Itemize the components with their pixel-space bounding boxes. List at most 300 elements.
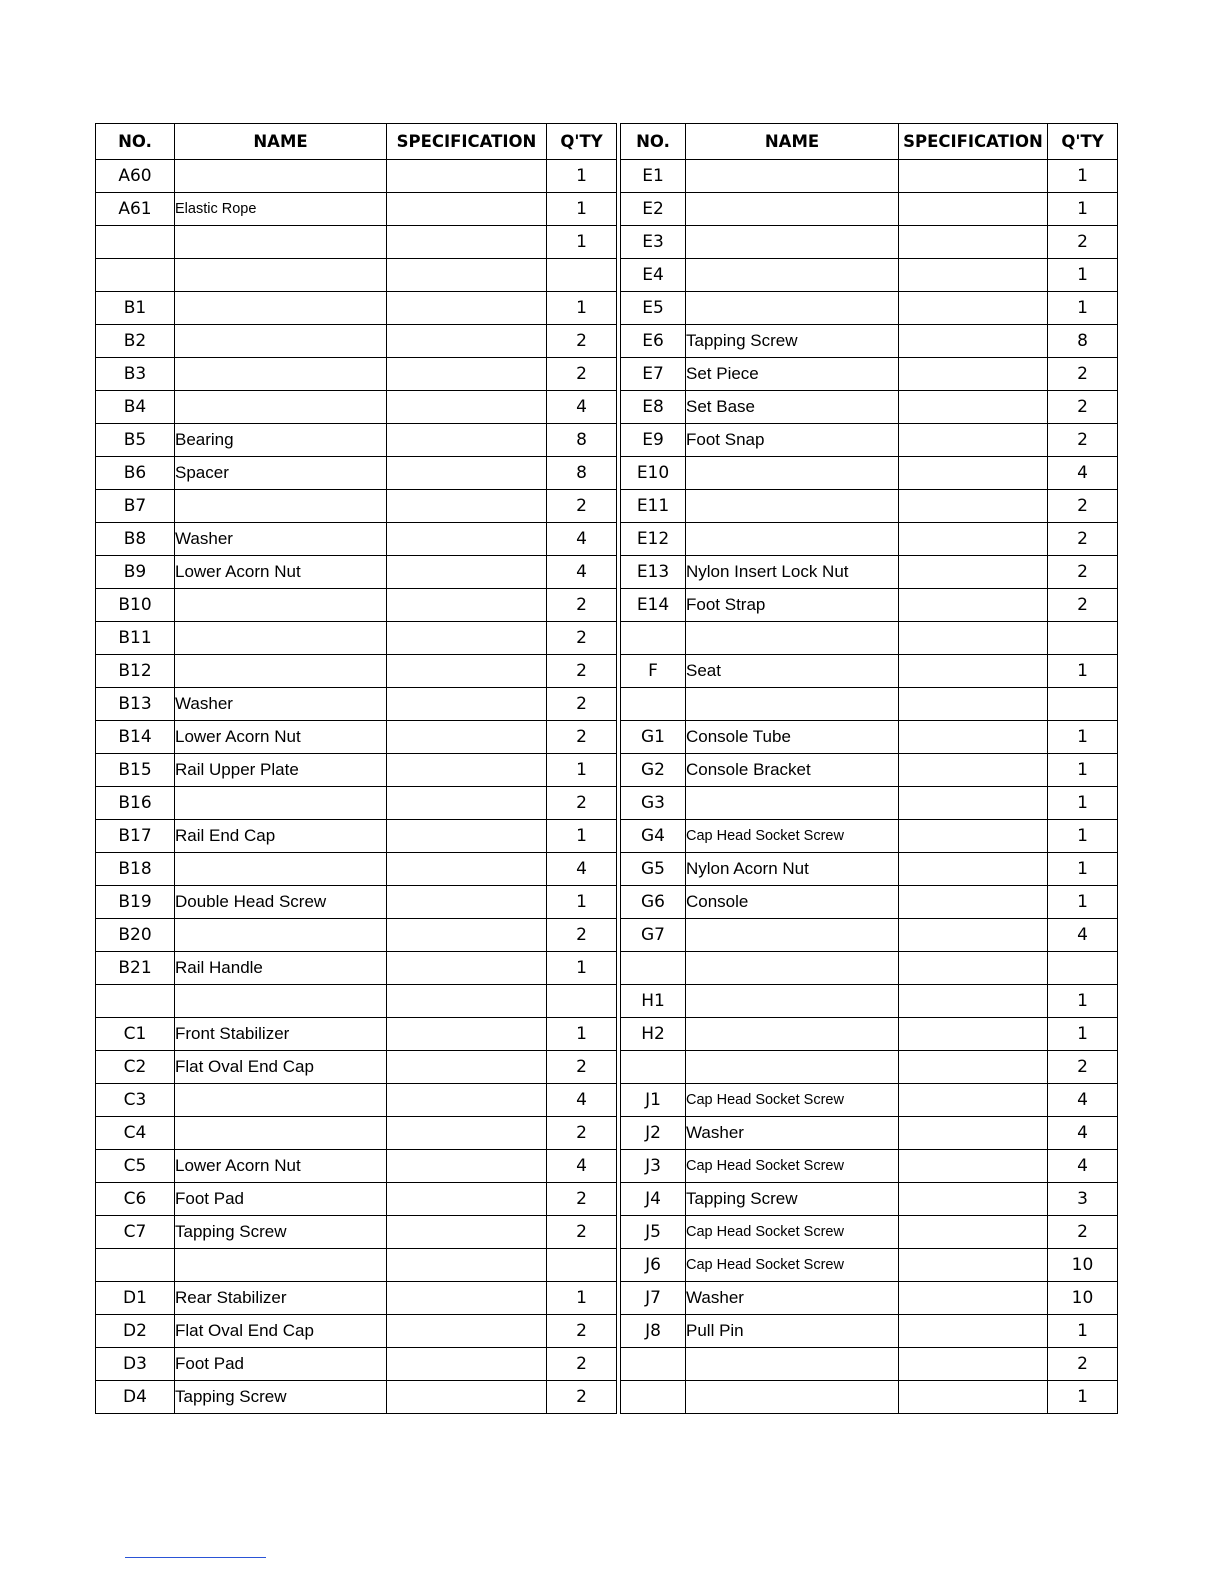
part-quantity: 4 xyxy=(547,523,617,556)
part-quantity: 2 xyxy=(1048,358,1118,391)
table-row xyxy=(96,622,617,655)
part-number: B12 xyxy=(96,655,175,688)
part-specification xyxy=(387,226,547,259)
part-name xyxy=(175,1249,387,1282)
table-row xyxy=(96,688,617,721)
part-specification xyxy=(387,193,547,226)
part-quantity xyxy=(547,259,617,292)
part-name xyxy=(175,160,387,193)
table-row xyxy=(621,193,1118,226)
part-specification xyxy=(899,325,1048,358)
table-row xyxy=(621,1183,1118,1216)
part-quantity: 1 xyxy=(547,754,617,787)
part-name: Seat xyxy=(686,655,899,688)
part-number: E13 xyxy=(621,556,686,589)
table-row xyxy=(96,1249,617,1282)
part-quantity: 1 xyxy=(547,886,617,919)
part-quantity: 10 xyxy=(1048,1282,1118,1315)
part-name xyxy=(175,589,387,622)
part-name: Cap Head Socket Screw xyxy=(686,1216,899,1249)
part-number: J4 xyxy=(621,1183,686,1216)
part-specification xyxy=(899,886,1048,919)
part-specification xyxy=(899,424,1048,457)
part-quantity xyxy=(1048,952,1118,985)
part-quantity: 2 xyxy=(1048,490,1118,523)
part-quantity: 4 xyxy=(547,853,617,886)
part-quantity: 3 xyxy=(1048,1183,1118,1216)
table-row xyxy=(96,424,617,457)
part-name xyxy=(175,259,387,292)
part-name: Foot Strap xyxy=(686,589,899,622)
part-number: B21 xyxy=(96,952,175,985)
part-specification xyxy=(387,721,547,754)
table-row xyxy=(96,1018,617,1051)
part-name: Double Head Screw xyxy=(175,886,387,919)
part-quantity: 1 xyxy=(547,292,617,325)
part-specification xyxy=(899,1282,1048,1315)
part-specification xyxy=(387,1216,547,1249)
part-number xyxy=(96,226,175,259)
part-name: Washer xyxy=(175,523,387,556)
header-row xyxy=(96,124,617,160)
table-row xyxy=(96,523,617,556)
part-name xyxy=(175,292,387,325)
part-quantity: 4 xyxy=(547,391,617,424)
part-name: Tapping Screw xyxy=(686,325,899,358)
part-number: E1 xyxy=(621,160,686,193)
footer-link-underline[interactable] xyxy=(125,1557,266,1558)
part-quantity: 1 xyxy=(547,820,617,853)
part-number: E2 xyxy=(621,193,686,226)
part-quantity xyxy=(1048,688,1118,721)
part-name: Elastic Rope xyxy=(175,193,387,226)
part-specification xyxy=(899,853,1048,886)
part-number: E4 xyxy=(621,259,686,292)
part-number: D4 xyxy=(96,1381,175,1414)
part-specification xyxy=(899,1216,1048,1249)
part-name xyxy=(175,490,387,523)
part-number: C3 xyxy=(96,1084,175,1117)
part-name: Tapping Screw xyxy=(686,1183,899,1216)
part-name: Washer xyxy=(686,1282,899,1315)
part-name: Console xyxy=(686,886,899,919)
part-specification xyxy=(899,160,1048,193)
table-row xyxy=(96,1348,617,1381)
part-name: Rear Stabilizer xyxy=(175,1282,387,1315)
part-name xyxy=(175,919,387,952)
part-number: G1 xyxy=(621,721,686,754)
part-quantity: 1 xyxy=(1048,1315,1118,1348)
part-name xyxy=(686,523,899,556)
part-specification xyxy=(387,886,547,919)
table-row xyxy=(621,1282,1118,1315)
part-number: C6 xyxy=(96,1183,175,1216)
part-name: Washer xyxy=(175,688,387,721)
part-number xyxy=(621,622,686,655)
part-specification xyxy=(899,556,1048,589)
part-name xyxy=(686,1381,899,1414)
table-row xyxy=(96,853,617,886)
table-row xyxy=(96,259,617,292)
table-row xyxy=(621,358,1118,391)
part-number: E12 xyxy=(621,523,686,556)
part-specification xyxy=(387,985,547,1018)
part-quantity: 1 xyxy=(547,952,617,985)
part-number: G7 xyxy=(621,919,686,952)
part-number: B20 xyxy=(96,919,175,952)
part-name xyxy=(686,952,899,985)
part-number: G2 xyxy=(621,754,686,787)
table-row xyxy=(621,259,1118,292)
part-number xyxy=(621,1348,686,1381)
part-number: C5 xyxy=(96,1150,175,1183)
part-name: Rail Handle xyxy=(175,952,387,985)
table-row xyxy=(621,457,1118,490)
table-row xyxy=(621,391,1118,424)
table-row xyxy=(621,160,1118,193)
part-number: B5 xyxy=(96,424,175,457)
part-specification xyxy=(387,1018,547,1051)
part-number: B7 xyxy=(96,490,175,523)
header-name: NAME xyxy=(175,124,387,160)
table-row xyxy=(96,1117,617,1150)
part-quantity: 4 xyxy=(1048,919,1118,952)
part-specification xyxy=(899,490,1048,523)
part-quantity: 8 xyxy=(547,457,617,490)
part-specification xyxy=(899,622,1048,655)
table-row xyxy=(621,919,1118,952)
part-name: Cap Head Socket Screw xyxy=(686,1150,899,1183)
part-number: E7 xyxy=(621,358,686,391)
part-specification xyxy=(899,1084,1048,1117)
part-number: E8 xyxy=(621,391,686,424)
part-quantity: 8 xyxy=(1048,325,1118,358)
part-quantity: 2 xyxy=(547,919,617,952)
part-quantity: 2 xyxy=(1048,391,1118,424)
part-specification xyxy=(387,1348,547,1381)
table-row xyxy=(621,556,1118,589)
header-qty: Q'TY xyxy=(1048,124,1118,160)
part-specification xyxy=(899,292,1048,325)
part-number: D1 xyxy=(96,1282,175,1315)
table-row xyxy=(621,721,1118,754)
part-number: B4 xyxy=(96,391,175,424)
part-name: Foot Snap xyxy=(686,424,899,457)
part-name: Pull Pin xyxy=(686,1315,899,1348)
part-specification xyxy=(899,820,1048,853)
part-specification xyxy=(899,1348,1048,1381)
part-number: C2 xyxy=(96,1051,175,1084)
part-quantity: 4 xyxy=(547,1084,617,1117)
header-no: NO. xyxy=(621,124,686,160)
part-specification xyxy=(387,1183,547,1216)
part-number: J1 xyxy=(621,1084,686,1117)
header-name: NAME xyxy=(686,124,899,160)
table-row xyxy=(621,424,1118,457)
part-quantity: 1 xyxy=(547,193,617,226)
part-number: C7 xyxy=(96,1216,175,1249)
part-quantity: 4 xyxy=(547,556,617,589)
part-name xyxy=(175,853,387,886)
table-row xyxy=(621,952,1118,985)
part-name: Foot Pad xyxy=(175,1183,387,1216)
part-number: G3 xyxy=(621,787,686,820)
part-quantity: 2 xyxy=(547,1216,617,1249)
part-quantity xyxy=(547,985,617,1018)
part-specification xyxy=(387,1117,547,1150)
part-name: Bearing xyxy=(175,424,387,457)
part-quantity: 4 xyxy=(1048,457,1118,490)
part-quantity: 2 xyxy=(547,688,617,721)
table-row xyxy=(96,556,617,589)
part-name: Tapping Screw xyxy=(175,1216,387,1249)
part-number xyxy=(96,1249,175,1282)
part-number: E5 xyxy=(621,292,686,325)
part-quantity: 2 xyxy=(1048,556,1118,589)
part-name xyxy=(175,226,387,259)
part-specification xyxy=(387,490,547,523)
part-name: Rail Upper Plate xyxy=(175,754,387,787)
table-row xyxy=(96,358,617,391)
part-quantity: 1 xyxy=(1048,259,1118,292)
part-quantity: 4 xyxy=(1048,1084,1118,1117)
part-specification xyxy=(387,457,547,490)
part-specification xyxy=(899,1315,1048,1348)
parts-table-left xyxy=(95,123,617,1414)
part-name: Lower Acorn Nut xyxy=(175,1150,387,1183)
table-row xyxy=(621,1051,1118,1084)
part-number: B15 xyxy=(96,754,175,787)
part-quantity: 2 xyxy=(547,325,617,358)
table-row xyxy=(96,1084,617,1117)
part-quantity: 2 xyxy=(1048,424,1118,457)
part-specification xyxy=(899,226,1048,259)
part-number: J7 xyxy=(621,1282,686,1315)
part-specification xyxy=(899,259,1048,292)
part-specification xyxy=(899,952,1048,985)
part-name xyxy=(175,325,387,358)
part-name xyxy=(175,622,387,655)
part-name xyxy=(175,1084,387,1117)
part-specification xyxy=(387,160,547,193)
table-row xyxy=(96,589,617,622)
part-name xyxy=(175,1117,387,1150)
part-quantity: 2 xyxy=(547,1183,617,1216)
part-name: Console Bracket xyxy=(686,754,899,787)
part-specification xyxy=(387,1249,547,1282)
part-name: Flat Oval End Cap xyxy=(175,1051,387,1084)
part-specification xyxy=(899,1018,1048,1051)
table-row xyxy=(96,1282,617,1315)
table-row xyxy=(621,787,1118,820)
part-quantity: 1 xyxy=(1048,193,1118,226)
part-specification xyxy=(387,754,547,787)
part-specification xyxy=(899,1150,1048,1183)
part-quantity: 4 xyxy=(1048,1117,1118,1150)
part-number: H1 xyxy=(621,985,686,1018)
part-number: J5 xyxy=(621,1216,686,1249)
part-specification xyxy=(899,919,1048,952)
part-quantity: 1 xyxy=(547,1018,617,1051)
part-quantity: 2 xyxy=(547,589,617,622)
part-specification xyxy=(387,655,547,688)
part-number: B6 xyxy=(96,457,175,490)
part-quantity: 1 xyxy=(1048,721,1118,754)
table-row xyxy=(96,754,617,787)
part-name: Lower Acorn Nut xyxy=(175,556,387,589)
table-row xyxy=(621,1381,1118,1414)
part-number: E9 xyxy=(621,424,686,457)
part-name xyxy=(686,688,899,721)
part-quantity: 2 xyxy=(1048,1051,1118,1084)
part-number xyxy=(96,259,175,292)
part-name xyxy=(686,457,899,490)
part-quantity: 2 xyxy=(547,622,617,655)
table-row xyxy=(621,523,1118,556)
part-specification xyxy=(387,622,547,655)
table-row xyxy=(96,193,617,226)
part-number xyxy=(621,1381,686,1414)
part-quantity: 8 xyxy=(547,424,617,457)
part-number: F xyxy=(621,655,686,688)
part-specification xyxy=(387,424,547,457)
part-name xyxy=(686,160,899,193)
part-specification xyxy=(387,391,547,424)
part-specification xyxy=(899,523,1048,556)
table-row xyxy=(96,1381,617,1414)
part-specification xyxy=(899,1249,1048,1282)
part-specification xyxy=(899,589,1048,622)
part-name: Set Base xyxy=(686,391,899,424)
part-specification xyxy=(899,1381,1048,1414)
part-quantity: 2 xyxy=(1048,1216,1118,1249)
part-quantity: 10 xyxy=(1048,1249,1118,1282)
part-specification xyxy=(387,853,547,886)
part-number: A60 xyxy=(96,160,175,193)
part-number: B18 xyxy=(96,853,175,886)
table-row xyxy=(621,589,1118,622)
part-specification xyxy=(387,358,547,391)
part-specification xyxy=(899,358,1048,391)
part-quantity: 2 xyxy=(1048,226,1118,259)
part-specification xyxy=(387,523,547,556)
part-name xyxy=(686,622,899,655)
part-name: Cap Head Socket Screw xyxy=(686,1249,899,1282)
table-row xyxy=(96,325,617,358)
table-row xyxy=(621,886,1118,919)
part-quantity: 1 xyxy=(1048,985,1118,1018)
table-row xyxy=(621,325,1118,358)
part-quantity: 2 xyxy=(547,721,617,754)
part-quantity: 1 xyxy=(547,160,617,193)
table-row xyxy=(621,853,1118,886)
part-quantity: 2 xyxy=(547,1381,617,1414)
part-specification xyxy=(387,1051,547,1084)
table-row xyxy=(96,160,617,193)
part-number: B13 xyxy=(96,688,175,721)
part-number: C1 xyxy=(96,1018,175,1051)
part-name xyxy=(686,292,899,325)
part-name xyxy=(175,655,387,688)
table-row xyxy=(621,820,1118,853)
header-row xyxy=(621,124,1118,160)
part-quantity: 2 xyxy=(547,1051,617,1084)
part-specification xyxy=(387,919,547,952)
table-row xyxy=(96,1150,617,1183)
part-specification xyxy=(387,325,547,358)
part-name: Nylon Acorn Nut xyxy=(686,853,899,886)
part-specification xyxy=(899,1117,1048,1150)
table-row xyxy=(96,985,617,1018)
table-row xyxy=(96,721,617,754)
part-quantity: 1 xyxy=(547,226,617,259)
part-number xyxy=(621,1051,686,1084)
part-specification xyxy=(899,1051,1048,1084)
part-name xyxy=(175,391,387,424)
header-specification: SPECIFICATION xyxy=(899,124,1048,160)
part-specification xyxy=(387,1150,547,1183)
part-quantity: 2 xyxy=(547,490,617,523)
table-row xyxy=(96,820,617,853)
part-name xyxy=(686,787,899,820)
part-number: J6 xyxy=(621,1249,686,1282)
table-row xyxy=(621,985,1118,1018)
part-number: B19 xyxy=(96,886,175,919)
part-specification xyxy=(899,193,1048,226)
part-number: B9 xyxy=(96,556,175,589)
part-name: Spacer xyxy=(175,457,387,490)
part-name xyxy=(686,919,899,952)
part-name: Nylon Insert Lock Nut xyxy=(686,556,899,589)
part-quantity: 2 xyxy=(547,655,617,688)
table-row xyxy=(621,1117,1118,1150)
table-row xyxy=(621,1084,1118,1117)
part-number: B11 xyxy=(96,622,175,655)
part-number: D2 xyxy=(96,1315,175,1348)
table-row xyxy=(621,226,1118,259)
part-specification xyxy=(899,787,1048,820)
part-specification xyxy=(387,259,547,292)
part-specification xyxy=(899,1183,1048,1216)
part-name: Front Stabilizer xyxy=(175,1018,387,1051)
part-quantity: 2 xyxy=(1048,589,1118,622)
table-row xyxy=(621,1348,1118,1381)
parts-table-right xyxy=(620,123,1118,1414)
header-no: NO. xyxy=(96,124,175,160)
table-row xyxy=(96,1315,617,1348)
part-quantity: 2 xyxy=(547,1117,617,1150)
part-name xyxy=(175,985,387,1018)
part-number: G4 xyxy=(621,820,686,853)
part-name: Lower Acorn Nut xyxy=(175,721,387,754)
part-number: D3 xyxy=(96,1348,175,1381)
table-row xyxy=(621,622,1118,655)
part-quantity: 1 xyxy=(1048,754,1118,787)
part-specification xyxy=(899,688,1048,721)
part-name xyxy=(175,358,387,391)
header-qty: Q'TY xyxy=(547,124,617,160)
part-number xyxy=(96,985,175,1018)
part-quantity: 1 xyxy=(1048,1018,1118,1051)
part-quantity: 4 xyxy=(547,1150,617,1183)
part-quantity: 1 xyxy=(1048,853,1118,886)
table-row xyxy=(96,952,617,985)
table-row xyxy=(96,1183,617,1216)
part-name xyxy=(686,985,899,1018)
part-number: E10 xyxy=(621,457,686,490)
part-number: E3 xyxy=(621,226,686,259)
table-row xyxy=(96,490,617,523)
